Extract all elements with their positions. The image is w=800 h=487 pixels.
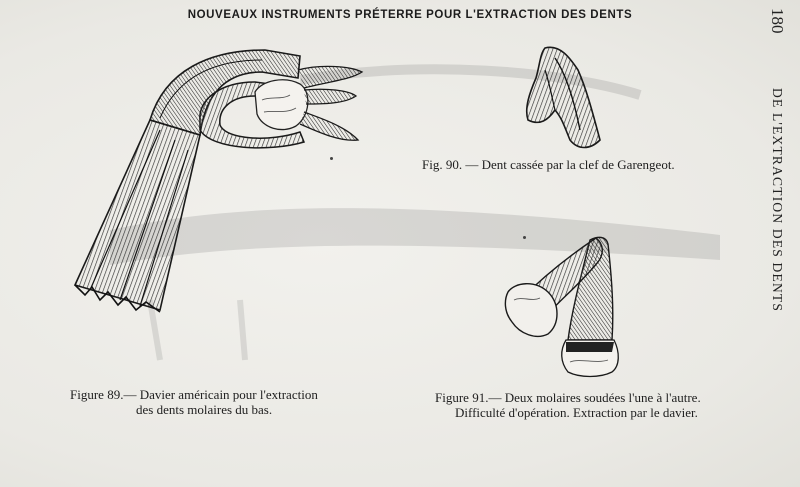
page-number: 180 — [768, 8, 787, 34]
ink-speck — [523, 236, 526, 239]
figure-89-caption-line1: Figure 89.— Davier américain pour l'extraction — [70, 387, 318, 402]
figure-89-caption — [70, 387, 370, 417]
figure-91-caption-line2: Difficulté d'opération. Extraction par le davier. — [455, 405, 698, 420]
figure-91-caption — [435, 390, 765, 420]
figure-91-caption-line1: Figure 91.— Deux molaires soudées l'une à l'autre. — [435, 390, 701, 405]
figure-89-caption-line2: des dents molaires du bas. — [136, 402, 273, 417]
running-header: NOUVEAUX INSTRUMENTS PRÉTERRE POUR L'EXTRACTION DES DENTS — [187, 9, 633, 21]
side-running-title: DE L'EXTRACTION DES DENTS — [770, 88, 785, 313]
figure-90-caption: Fig. 90. — Dent cassée par la clef de Garengeot. — [422, 157, 675, 172]
ink-speck — [330, 157, 333, 160]
